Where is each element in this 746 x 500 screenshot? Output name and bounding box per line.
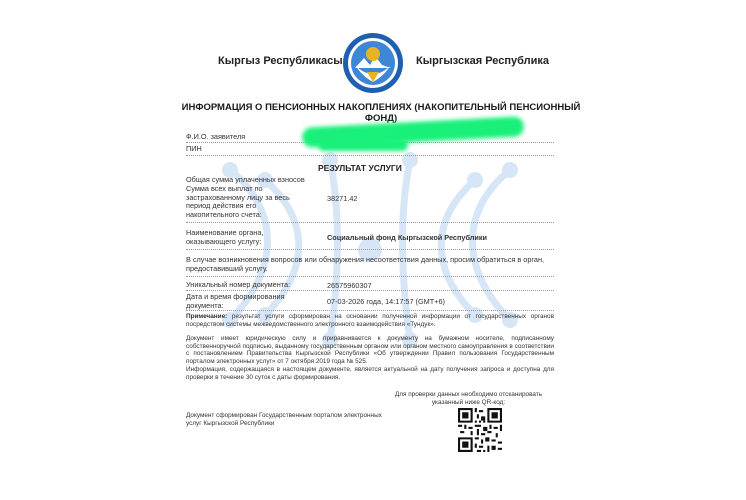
document-title: ИНФОРМАЦИЯ О ПЕНСИОННЫХ НАКОПЛЕНИЯХ (НАКОПИТЕЛЬНЫЙ ПЕНСИОННЫЙ ФОНД) <box>181 102 581 124</box>
authority-value: Социальный фонд Кыргызской Республики <box>327 233 488 242</box>
footer-text: Документ сформирован Государственным порталом электронных услуг Кыргызской Республики <box>186 412 382 427</box>
doc-number-label: Уникальный номер документа: <box>186 280 291 289</box>
qr-caption: Для проверки данных необходимо отсканировать указанный ниже QR-код: <box>394 391 543 406</box>
note-text: результат услуги сформирован на основании полученной информации от государственных органов посредством системы межведомственного электронного взаимодействия «Тундук». <box>186 313 554 328</box>
validity-paragraph: Информация, содержащаяся в настоящем документе, является актуальной на дату получения запроса и доступна для проверки в течение 30 суток с даты формирования. <box>186 366 554 381</box>
doc-date-label: Дата и время формирования документа: <box>186 292 285 310</box>
authority-label: Наименование органа, оказывающего услугу: <box>186 228 264 246</box>
doc-number-value: 26575960307 <box>327 281 372 290</box>
redaction-overlay <box>318 139 408 151</box>
contributions-label: Общая сумма уплаченных взносов <box>186 175 305 184</box>
header-left-text: Кыргыз Республикасы <box>218 55 343 67</box>
header-right-text: Кыргызская Республика <box>416 55 550 67</box>
legal-paragraph: Документ имеет юридическую силу и приравнивается к документу на бумажном носителе, подписанному собственноручной подписью, выданному государственным органом или органом местного самоуправления в соответствии с постановлением Правительства Кыргызской Республики «Об утверждении Правил пользования Государственным порталом электронных услуг» от 7 октября 2019 года № 525. <box>186 335 554 365</box>
applicant-name-label: Ф.И.О. заявителя <box>186 132 246 141</box>
payments-value: 38271.42 <box>327 194 358 203</box>
note-paragraph <box>186 313 554 328</box>
payments-label: Сумма всех выплат по застрахованному лицу за весь период действия его накопительного счета: <box>186 184 290 219</box>
result-heading: РЕЗУЛЬТАТ УСЛУГИ <box>318 163 402 173</box>
applicant-pin-label: ПИН <box>186 144 202 153</box>
contact-note: В случае возникновения вопросов или обнаружения несоответствия данных, просим обратиться в орган, предоставивший услугу. <box>186 255 545 273</box>
kyrgyz-emblem-icon <box>342 32 404 94</box>
qr-code-icon <box>458 408 502 452</box>
note-label: Примечание: <box>186 313 228 320</box>
doc-date-value: 07-03-2026 года, 14:17:57 (GMT+6) <box>327 297 445 306</box>
